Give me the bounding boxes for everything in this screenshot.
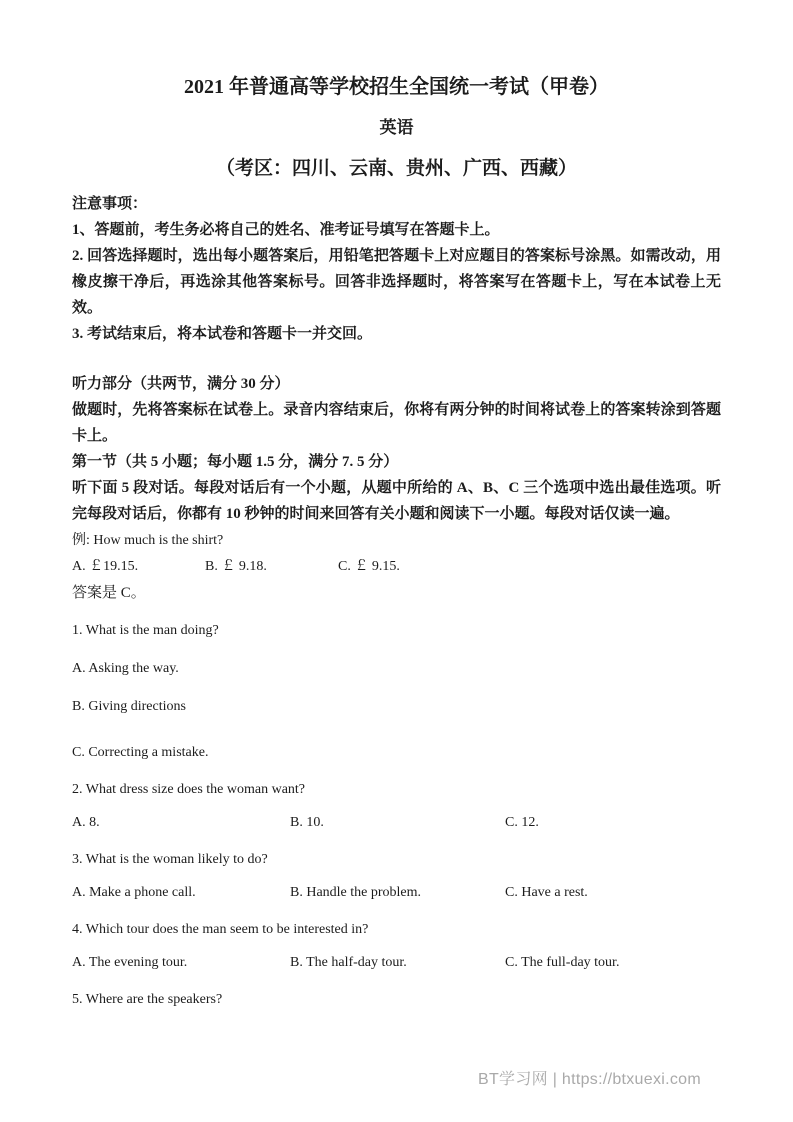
exam-subject: 英语 xyxy=(379,118,414,137)
question-2-option-c: C. 12. xyxy=(505,815,539,830)
example-option-b: B. ￡ 9.18. xyxy=(205,559,267,574)
question-2-option-b: B. 10. xyxy=(290,815,324,830)
question-3-text: 3. What is the woman likely to do? xyxy=(72,852,268,867)
note-item-1: 1、答题前，考生务必将自己的姓名、准考证号填写在答题卡上。 xyxy=(72,222,500,238)
notes-heading: 注意事项： xyxy=(72,196,148,212)
question-3-option-a: A. Make a phone call. xyxy=(72,885,196,900)
question-4-option-c: C. The full-day tour. xyxy=(505,955,620,970)
example-option-c: C. ￡ 9.15. xyxy=(338,559,400,574)
question-1-option-c: C. Correcting a mistake. xyxy=(72,745,209,760)
question-2-text: 2. What dress size does the woman want? xyxy=(72,782,306,797)
question-1-option-a: A. Asking the way. xyxy=(72,661,179,676)
listening-section-heading: 听力部分（共两节，满分 30 分） xyxy=(72,376,290,392)
note-item-2: 2. 回答选择题时，选出每小题答案后，用铅笔把答题卡上对应题目的答案标号涂黑。如需改动，用橡皮擦干净后，再选涂其他答案标号。回答非选择题时，将答案写在答题卡上，写在本试卷上无效。 xyxy=(72,248,721,316)
question-1-option-b: B. Giving directions xyxy=(72,699,186,714)
question-4-text: 4. Which tour does the man seem to be interested in? xyxy=(72,922,369,937)
question-5-text: 5. Where are the speakers? xyxy=(72,992,223,1007)
question-1-text: 1. What is the man doing? xyxy=(72,623,219,638)
site-watermark: BT学习网 | https://btxuexi.com xyxy=(478,1071,701,1088)
exam-region-line: （考区：四川、云南、贵州、广西、西藏） xyxy=(215,158,577,179)
question-4-option-b: B. The half-day tour. xyxy=(290,955,407,970)
question-3-option-b: B. Handle the problem. xyxy=(290,885,422,900)
question-2-option-a: A. 8. xyxy=(72,815,100,830)
question-3-option-c: C. Have a rest. xyxy=(505,885,588,900)
part-one-heading: 第一节（共 5 小题；每小题 1.5 分，满分 7. 5 分） xyxy=(72,454,399,470)
question-4-options-row xyxy=(72,953,721,973)
note-item-3: 3. 考试结束后，将本试卷和答题卡一并交回。 xyxy=(72,326,373,342)
listening-instruction: 做题时，先将答案标在试卷上。录音内容结束后，你将有两分钟的时间将试卷上的答案转涂到答题卡上。 xyxy=(72,402,721,444)
example-question: 例: How much is the shirt? xyxy=(72,533,224,548)
example-answer: 答案是 C。 xyxy=(72,585,146,601)
question-2-options-row xyxy=(72,813,721,833)
exam-title: 2021 年普通高等学校招生全国统一考试（甲卷） xyxy=(184,76,609,98)
example-options-row xyxy=(72,557,721,577)
question-3-options-row xyxy=(72,883,721,903)
question-4-option-a: A. The evening tour. xyxy=(72,955,188,970)
part-one-instruction: 听下面 5 段对话。每段对话后有一个小题，从题中所给的 A、B、C 三个选项中选出最佳选项。听完每段对话后，你都有 10 秒钟的时间来回答有关小题和阅读下一小题。每段对话仅读一遍。 xyxy=(72,480,721,522)
example-option-a: A. ￡19.15. xyxy=(72,559,139,574)
